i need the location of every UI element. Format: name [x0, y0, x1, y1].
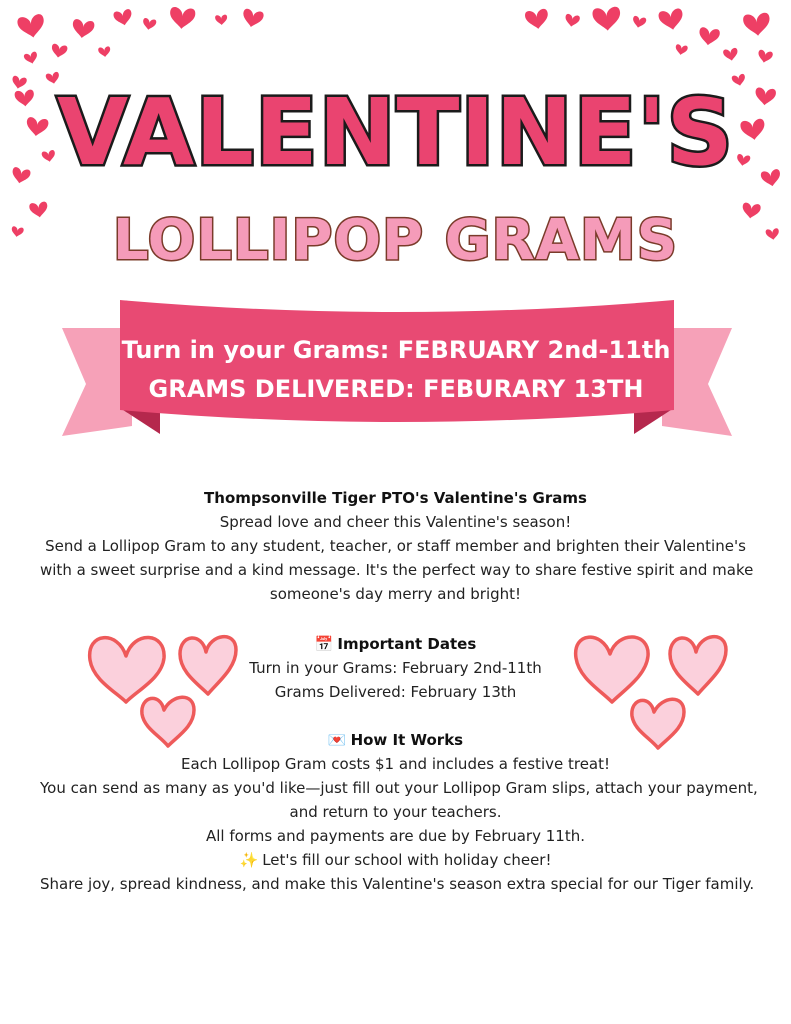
how-line: All forms and payments are due by February 11th. [205, 827, 585, 845]
how-heading: How It Works [350, 731, 464, 749]
dates-line: Grams Delivered: February 13th [274, 683, 517, 701]
intro-line: someone's day merry and bright! [269, 585, 522, 603]
how-line: Let's fill our school with holiday cheer! [262, 851, 552, 869]
ribbon-banner [62, 298, 732, 440]
intro-line: Send a Lollipop Gram to any student, teacher, or staff member and brighten their Valentine's [45, 537, 746, 555]
heart-icon [98, 46, 111, 58]
heart-icon [142, 18, 157, 31]
heart-icon [743, 12, 772, 37]
heart-icon [592, 6, 622, 31]
heart-icon [757, 49, 774, 64]
heart-icon [631, 15, 646, 29]
how-line: You can send as many as you'd like—just fill out your Lollipop Gram slips, attach your payment, [40, 779, 758, 797]
intro-line: Spread love and cheer this Valentine's season! [219, 513, 572, 531]
how-section [40, 728, 758, 896]
heart-icon [524, 8, 549, 30]
page-subtitle: LOLLIPOP GRAMS [112, 208, 679, 273]
calendar-icon: 📅 [314, 635, 334, 653]
heart-icon [71, 19, 95, 40]
heart-icon [169, 7, 196, 30]
heart-icon [113, 9, 134, 28]
page-title: VALENTINE'S [57, 79, 734, 186]
how-line: Each Lollipop Gram costs $1 and includes a festive treat! [180, 755, 611, 773]
heart-icon [241, 8, 265, 29]
banner-line-2: GRAMS DELIVERED: FEBURARY 13TH [148, 375, 644, 403]
banner-line-1: Turn in your Grams: FEBRUARY 2nd-11th [121, 336, 671, 364]
heart-icon [675, 44, 689, 56]
sparkles-icon: ✨ [239, 851, 259, 869]
heart-icon [23, 51, 39, 65]
heart-icon [215, 14, 228, 25]
heart-icon [50, 43, 68, 59]
dates-section [40, 632, 751, 704]
love-letter-icon: 💌 [327, 731, 347, 749]
intro-heading: Thompsonville Tiger PTO's Valentine's Grams [204, 489, 587, 507]
dates-heading: Important Dates [337, 635, 477, 653]
intro-section [40, 486, 754, 606]
heart-icon [564, 13, 580, 27]
heart-icon [723, 47, 739, 61]
intro-line: with a sweet surprise and a kind message. It's the perfect way to share festive spirit and make [40, 561, 754, 579]
heart-icon [17, 13, 47, 39]
heart-icon [658, 8, 685, 32]
how-line: and return to your teachers. [289, 803, 502, 821]
how-line: Share joy, spread kindness, and make this Valentine's season extra special for our Tiger family. [40, 875, 755, 893]
heart-icon [698, 27, 721, 47]
dates-line: Turn in your Grams: February 2nd-11th [249, 659, 542, 677]
